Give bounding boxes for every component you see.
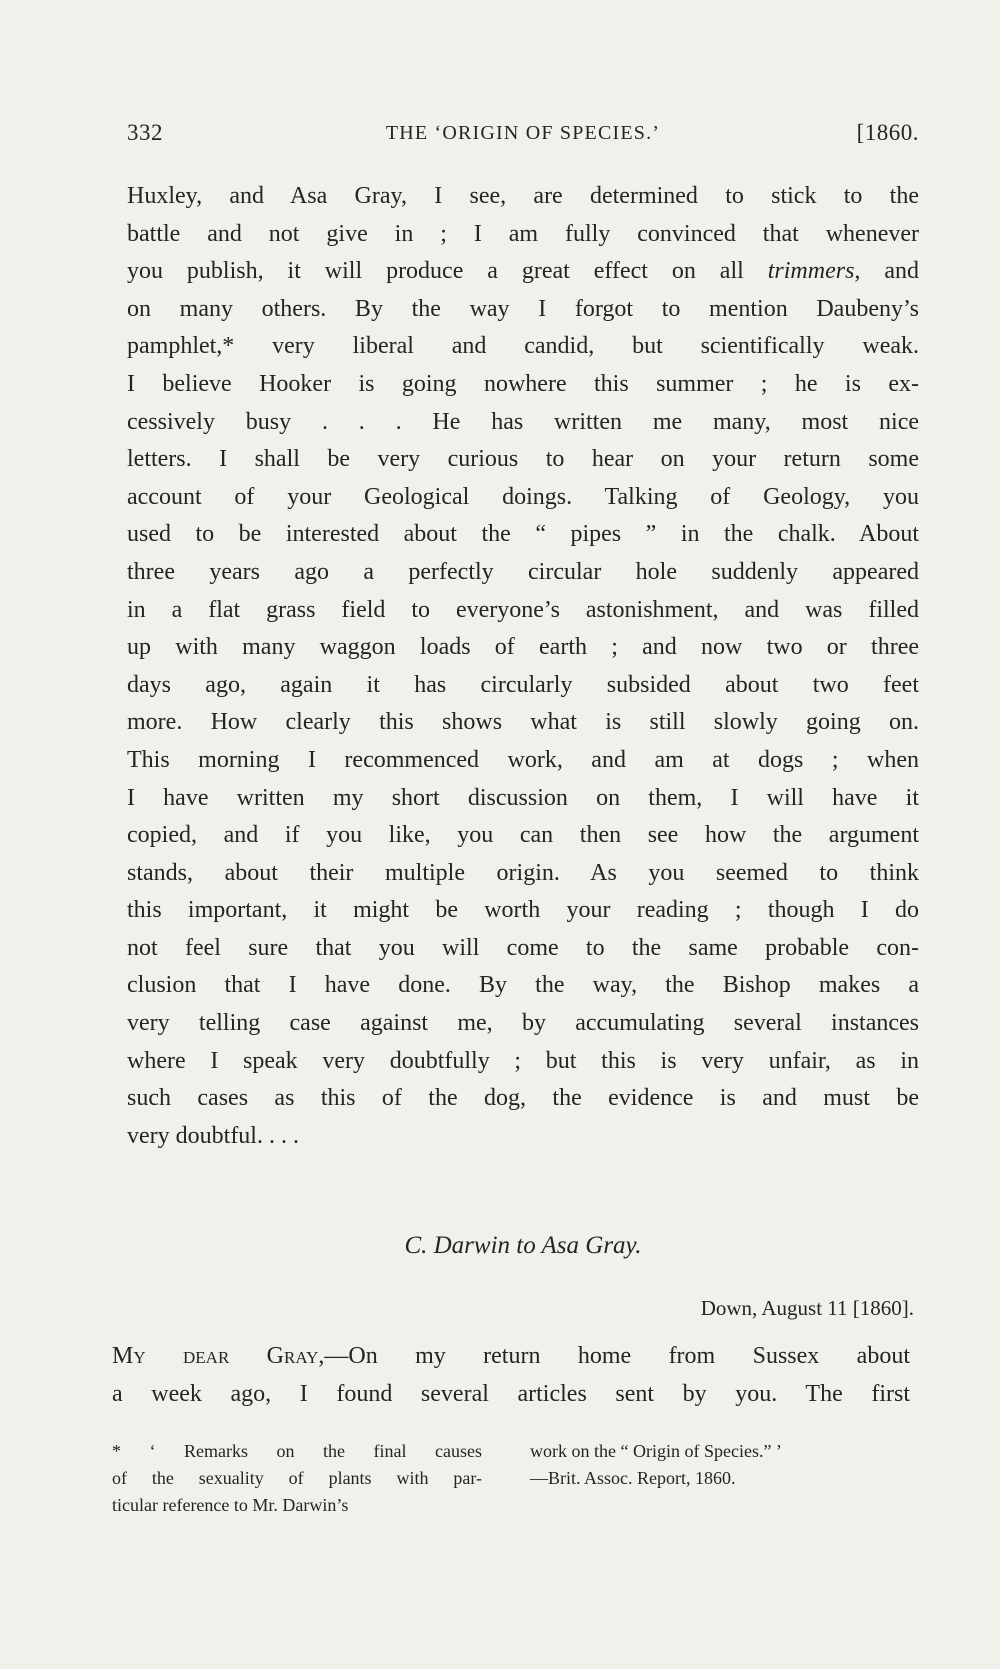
footnote-line: —Brit. Assoc. Report, 1860. [530, 1468, 736, 1488]
body-line: I have written my short discussion on them, I will have it [127, 784, 919, 811]
body-line: very telling case against me, by accumulating several instances [127, 1010, 919, 1037]
page-number: 332 [127, 120, 163, 145]
body-line: not feel sure that you will come to the same probable con- [127, 934, 919, 961]
letter-dateline: Down, August 11 [1860]. [700, 1296, 914, 1320]
body-line: Huxley, and Asa Gray, I see, are determined to stick to the [127, 183, 919, 209]
salutation: My dear Gray, [112, 1343, 325, 1369]
letter-line [112, 1338, 910, 1376]
body-line: used to be interested about the “ pipes ” in the chalk. About [127, 521, 919, 548]
body-line-end: and [860, 258, 919, 285]
body-line: This morning I recommenced work, and am at dogs ; when [127, 746, 919, 773]
body-line: where I speak very doubtfully ; but this is very unfair, as in [127, 1047, 919, 1074]
body-line: battle and not give in ; I am fully convinced that whenever [127, 220, 919, 247]
header-year: [1860. [856, 120, 919, 145]
body-line: three years ago a perfectly circular hole suddenly appeared [127, 558, 919, 585]
letter-heading: C. Darwin to Asa Gray. [404, 1232, 642, 1259]
body-line: cessively busy . . . He has written me many, most nice [127, 408, 919, 435]
body-line: I believe Hooker is going nowhere this summer ; he is ex- [127, 370, 919, 397]
body-line: such cases as this of the dog, the evidence is and must be [127, 1085, 919, 1112]
body-line: more. How clearly this shows what is still slowly going on. [127, 709, 919, 736]
body-line: up with many waggon loads of earth ; and now two or three [127, 634, 919, 661]
body-line-start: you publish, it will produce a great effect on all [127, 258, 768, 285]
footnote-column-right [530, 1438, 900, 1492]
body-line: on many others. By the way I forgot to mention Daubeny’s [127, 295, 919, 322]
body-line: this important, it might be worth your reading ; though I do [127, 897, 919, 924]
letter-line: a week ago, I found several articles sent by you. The first [112, 1380, 910, 1407]
letter-body [112, 1338, 910, 1413]
footnote-line: of the sexuality of plants with par- [112, 1468, 482, 1488]
italic-word: trimmers, [767, 258, 861, 285]
body-line: in a flat grass field to everyone’s astonishment, and was filled [127, 596, 919, 623]
body-line: stands, about their multiple origin. As you seemed to think [127, 859, 919, 886]
letter-line-rest: —On my return home from Sussex about [324, 1343, 910, 1369]
body-line: copied, and if you like, you can then see how the argument [127, 822, 919, 849]
body-line [127, 253, 919, 291]
body-line: days ago, again it has circularly subsided about two feet [127, 671, 919, 698]
running-title: THE ‘ORIGIN OF SPECIES.’ [385, 122, 661, 144]
body-line: clusion that I have done. By the way, the Bishop makes a [127, 972, 919, 999]
footnote-line: work on the “ Origin of Species.” ’ [530, 1441, 782, 1461]
body-line: letters. I shall be very curious to hear on your return some [127, 446, 919, 473]
body-line: account of your Geological doings. Talking of Geology, you [127, 483, 919, 510]
footnote-line: * ‘ Remarks on the final causes [112, 1441, 482, 1461]
body-line: pamphlet,* very liberal and candid, but scientifically weak. [127, 333, 919, 360]
footnote-column-left [112, 1438, 482, 1519]
body-line: very doubtful. . . . [127, 1122, 299, 1149]
page-header [127, 120, 919, 152]
footnote-line: ticular reference to Mr. Darwin’s [112, 1495, 349, 1515]
body-paragraph [127, 178, 919, 1155]
